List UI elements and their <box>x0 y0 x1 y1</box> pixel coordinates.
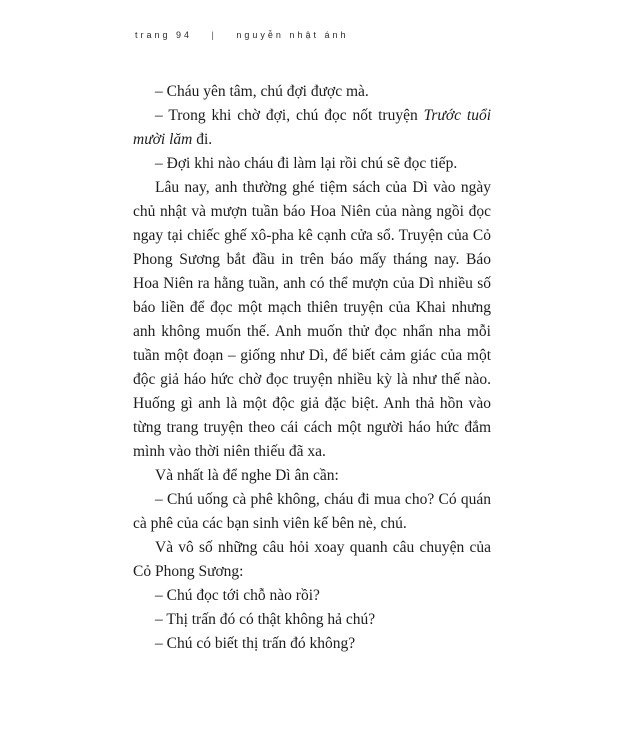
paragraph <box>133 104 491 152</box>
text-run: Lâu nay, anh thường ghé tiệm sách của Dì vào ngày chủ nhật và mượn tuần báo Hoa Niên của nàng ngồi đọc ngay tại chiếc ghế xô-pha kê cạnh cửa sổ. Truyện của Cỏ Phong Sương bắt đầu in trên báo mấy tháng nay. Báo Hoa Niên ra hằng tuần, anh có thể mượn của Dì nhiều số báo liền để đọc một mạch thiên truyện của Khai nhưng anh không muốn thế. Anh muốn thử đọc nhẩn nha mỗi tuần một đoạn – giống như Dì, để biết cảm giác của một độc giả háo hức chờ đọc truyện nhiều kỳ là như thế nào. Huống gì anh là một độc giả đặc biệt. Anh thả hồn vào từng trang truyện theo cái cách một người háo hức đắm mình vào thời niên thiếu đã xa. <box>133 179 491 460</box>
paragraph <box>133 152 491 176</box>
page-content <box>133 80 491 656</box>
header-separator: | <box>211 30 217 40</box>
paragraph <box>133 608 491 632</box>
paragraph <box>133 632 491 656</box>
text-run: – Chú có biết thị trấn đó không? <box>155 635 356 652</box>
paragraph <box>133 80 491 104</box>
paragraph <box>133 488 491 536</box>
text-run: – Chú uống cà phê không, cháu đi mua cho? Có quán cà phê của các bạn sinh viên kế bên nè, chú. <box>133 491 491 532</box>
text-run: – Chú đọc tới chỗ nào rồi? <box>155 587 320 604</box>
text-run: – Đợi khi nào cháu đi làm lại rồi chú sẽ đọc tiếp. <box>155 155 458 172</box>
text-run: Và nhất là để nghe Dì ân cần: <box>155 467 339 484</box>
text-run: – Cháu yên tâm, chú đợi được mà. <box>155 83 369 100</box>
text-run: – Trong khi chờ đợi, chú đọc nốt truyện <box>155 107 424 124</box>
book-title-italic: Trước tuổi mười lăm <box>133 107 491 148</box>
paragraph <box>133 536 491 584</box>
text-run: – Thị trấn đó có thật không hả chú? <box>155 611 376 628</box>
text-run: đi. <box>192 131 213 148</box>
text-run: Và vô số những câu hỏi xoay quanh câu chuyện của Cỏ Phong Sương: <box>133 539 491 580</box>
author-name: nguyễn nhật ánh <box>236 30 349 40</box>
paragraph <box>133 584 491 608</box>
paragraph <box>133 176 491 464</box>
page-number: trang 94 <box>135 30 193 40</box>
paragraph <box>133 464 491 488</box>
page-header <box>135 30 517 40</box>
